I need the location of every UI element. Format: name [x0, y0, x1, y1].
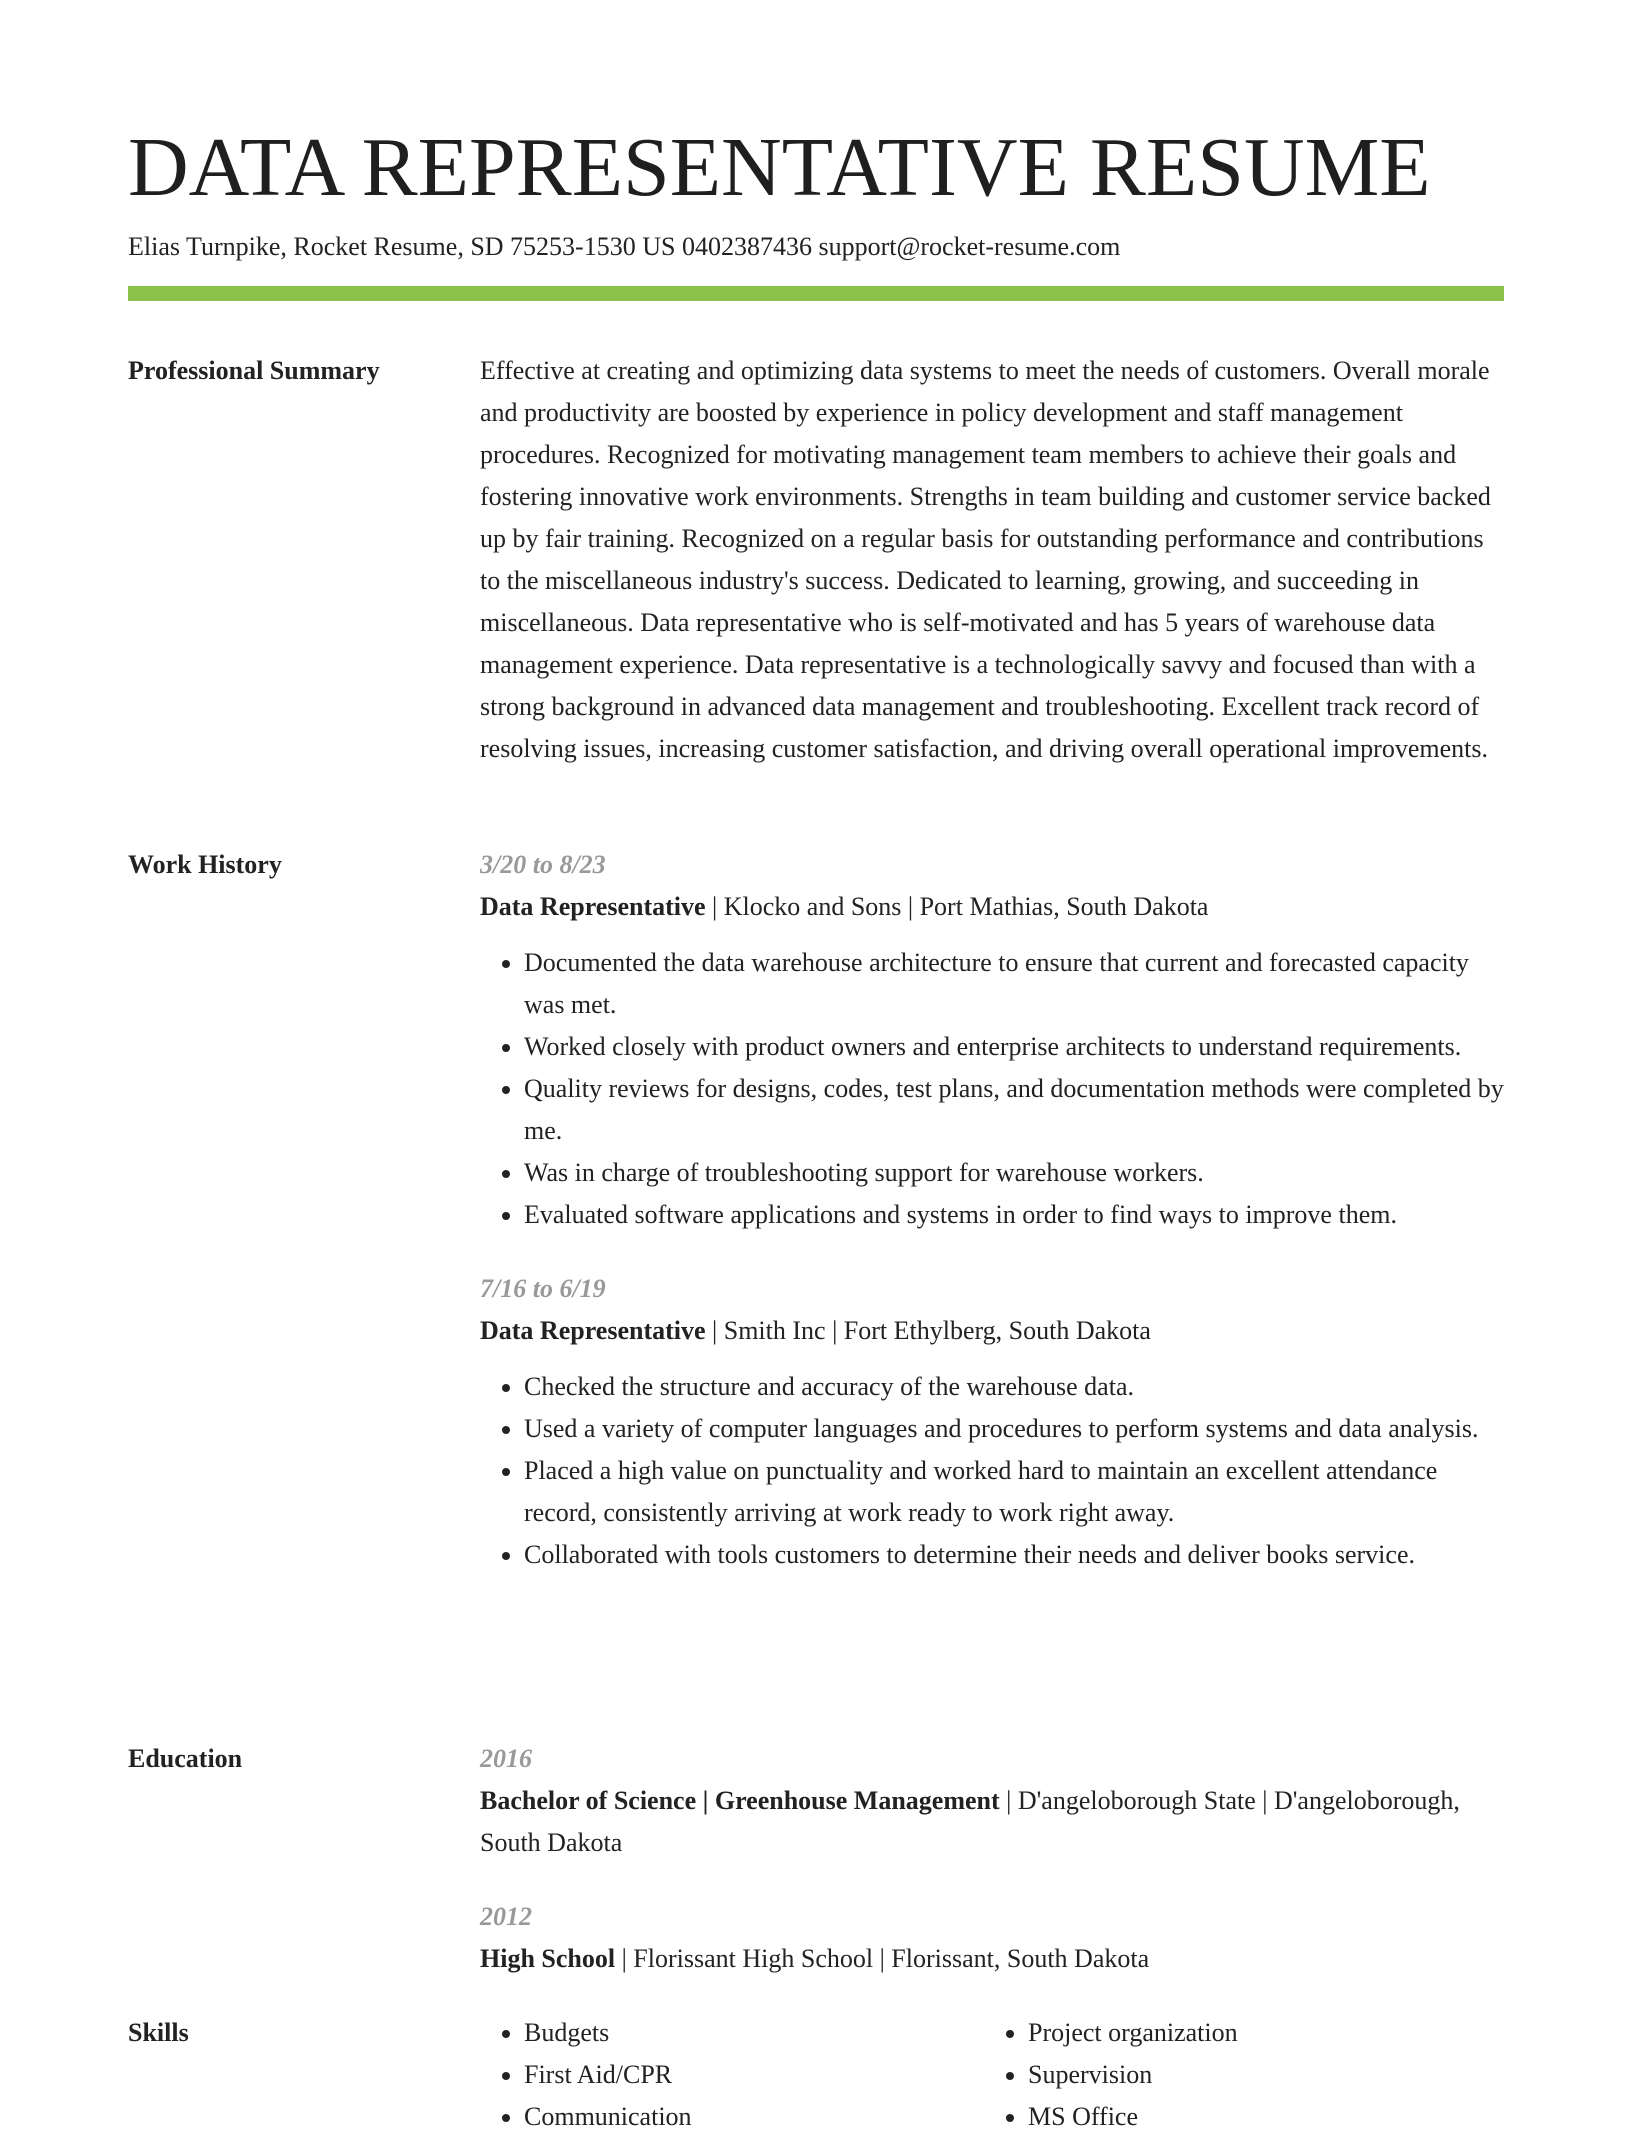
list-item: • Used a variety of computer languages and procedures to perform systems and data analysis. — [524, 1408, 1504, 1450]
list-item: • First Aid/CPR — [524, 2054, 984, 2096]
list-item: • Checked the structure and accuracy of the warehouse data. — [524, 1366, 1504, 1408]
list-item: • Communication — [524, 2096, 984, 2138]
skills-label: Skills — [128, 2018, 189, 2047]
job-dates: 7/16 to 6/19 — [480, 1274, 606, 1303]
summary-text: Effective at creating and optimizing data systems to meet the needs of customers. Overall morale and productivity are boosted by experience in policy development and staff management procedures. Recognized for motivating management team members to achieve their goals and fostering innovative work environments. Strengths in team building and customer service backed up by fair training. Recognized on a regular basis for outstanding performance and contributions to the miscellaneous industry's success. Dedicated to learning, growing, and succeeding in miscellaneous. Data representative who is self-motivated and has 5 years of warehouse data management experience. Data representative is a technologically savvy and focused than with a strong background in advanced data management and troubleshooting. Excellent track record of resolving issues, increasing customer satisfaction, and driving overall operational improvements. — [480, 356, 1491, 763]
contact-line: Elias Turnpike, Rocket Resume, SD 75253-1530 US 0402387436 support@rocket-resume.com — [128, 232, 1121, 261]
education-year: 2012 — [480, 1902, 532, 1931]
list-item: • Placed a high value on punctuality and worked hard to maintain an excellent attendance record, consistently arriving at work ready to work right away. — [524, 1450, 1504, 1534]
education-degree: High School — [480, 1944, 616, 1973]
skills-column — [480, 2012, 984, 2138]
summary-label: Professional Summary — [128, 356, 380, 385]
education-degree: Bachelor of Science | Greenhouse Management — [480, 1786, 1000, 1815]
education-label: Education — [128, 1744, 243, 1773]
job-bullets — [480, 1366, 1504, 1576]
job-details: | Smith Inc | Fort Ethylberg, South Dakota — [705, 1316, 1151, 1345]
education-details: | D'angeloborough State | D'angeloborough, South Dakota — [480, 1786, 1460, 1857]
education-line — [480, 1938, 1504, 1980]
skills-column — [984, 2012, 1488, 2138]
education-details: | Florissant High School | Florissant, South Dakota — [615, 1944, 1150, 1973]
list-item: • MS Office — [1028, 2096, 1488, 2138]
skills-list — [480, 2012, 1504, 2138]
list-item: • Supervision — [1028, 2054, 1488, 2096]
education-content — [480, 1738, 1504, 1980]
list-item: • Documented the data warehouse architecture to ensure that current and forecasted capacity was met. — [524, 942, 1504, 1026]
job-details: | Klocko and Sons | Port Mathias, South Dakota — [705, 892, 1209, 921]
page-title: DATA REPRESENTATIVE RESUME — [128, 121, 1431, 214]
education-entry — [480, 1896, 1504, 1980]
accent-divider — [128, 286, 1504, 301]
education-entry — [480, 1738, 1504, 1864]
list-item: • Project organization — [1028, 2012, 1488, 2054]
job-entry — [480, 1268, 1504, 1576]
list-item: • Budgets — [524, 2012, 984, 2054]
education-line — [480, 1780, 1504, 1864]
work-history-content — [480, 844, 1504, 1576]
list-item: • Worked closely with product owners and enterprise architects to understand requirements. — [524, 1026, 1504, 1068]
list-item: • Collaborated with tools customers to determine their needs and deliver books service. — [524, 1534, 1504, 1576]
list-item: • Quality reviews for designs, codes, test plans, and documentation methods were completed by me. — [524, 1068, 1504, 1152]
education-year: 2016 — [480, 1744, 532, 1773]
job-entry — [480, 844, 1504, 1236]
job-title-line — [480, 1310, 1504, 1352]
job-bullets — [480, 942, 1504, 1236]
resume-header — [128, 118, 1504, 264]
list-item: • Evaluated software applications and systems in order to find ways to improve them. — [524, 1194, 1504, 1236]
list-item: • Was in charge of troubleshooting support for warehouse workers. — [524, 1152, 1504, 1194]
job-dates: 3/20 to 8/23 — [480, 850, 606, 879]
job-title: Data Representative — [480, 892, 706, 921]
work-history-label: Work History — [128, 850, 282, 879]
job-title: Data Representative — [480, 1316, 706, 1345]
job-title-line — [480, 886, 1504, 928]
